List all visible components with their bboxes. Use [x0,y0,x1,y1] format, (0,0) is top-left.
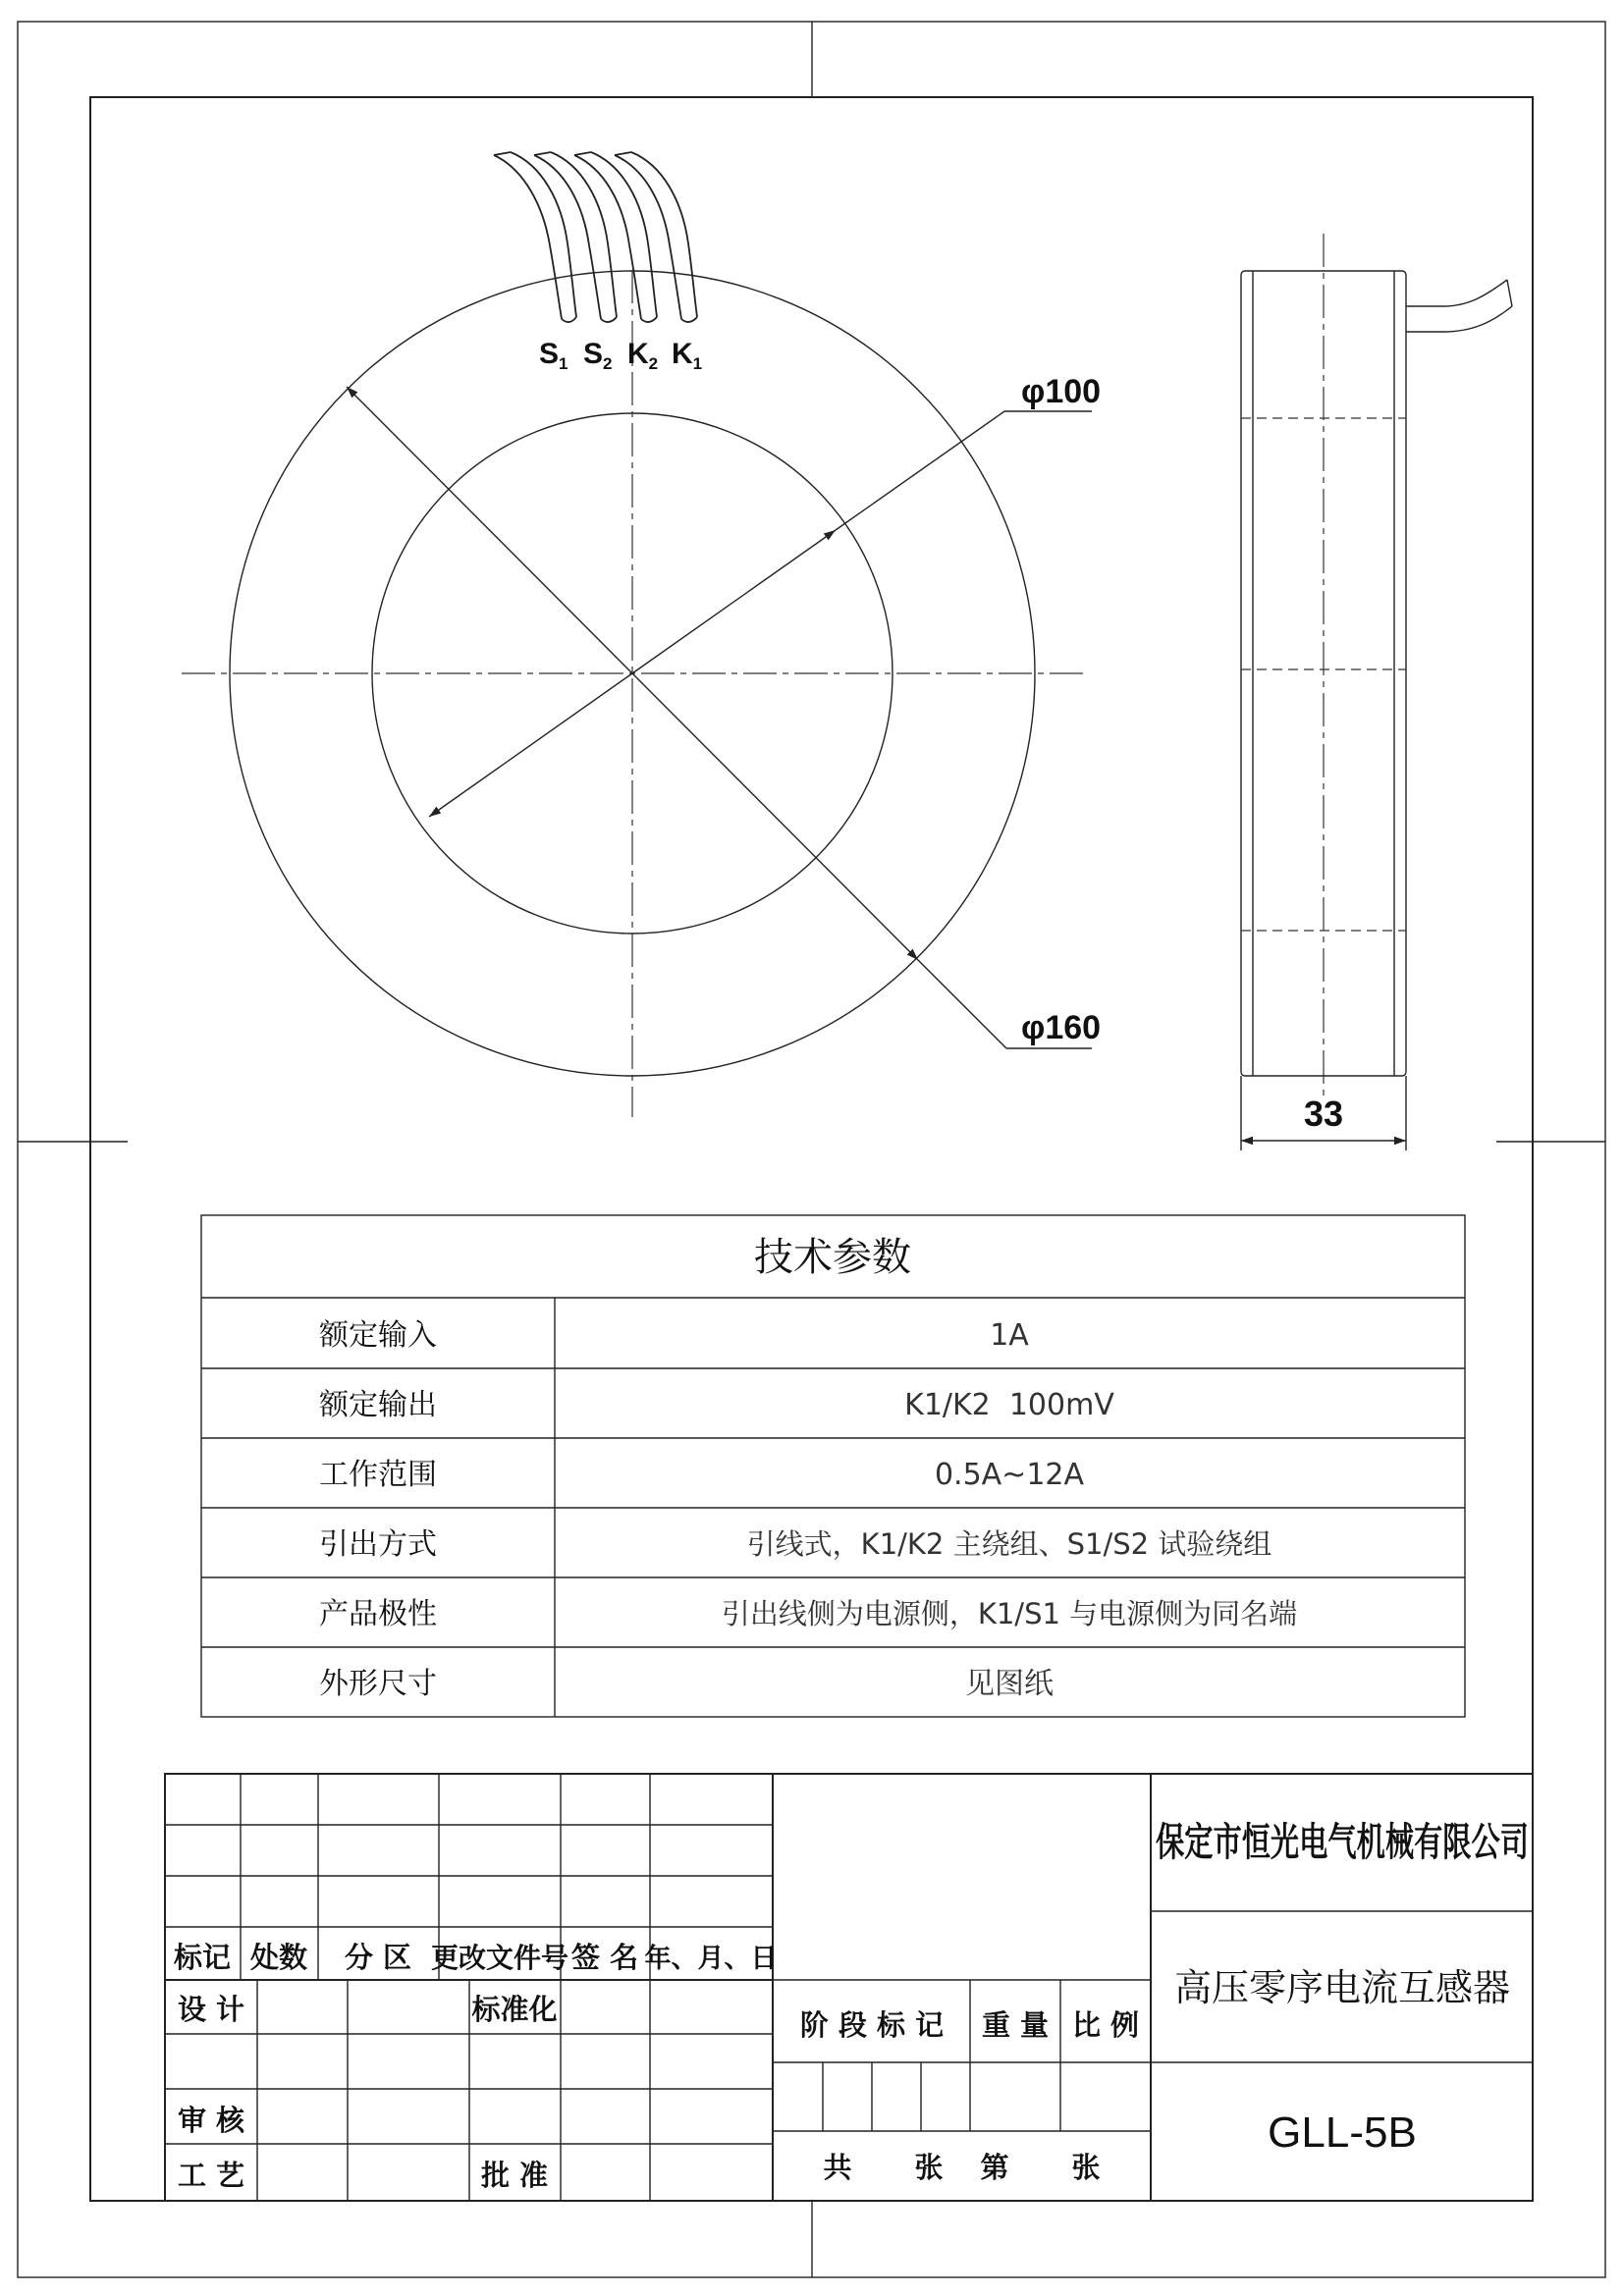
company-name: 保定市恒光电气机械有限公司 [1156,1820,1529,1865]
title-block [165,1774,1533,2201]
dim-width-label: 33 [1303,1094,1344,1134]
terminal-k2: $K_2$ [627,338,659,373]
terminal-labels [539,338,702,373]
rev-header-sign: 签 名 [570,1941,639,1974]
spec-value-polarity: 引出线侧为电源侧，K1/S1 与电源侧为同名端 [721,1597,1298,1630]
rev-header-mark: 标记 [173,1941,232,1974]
spec-table-title: 技术参数 [754,1235,911,1280]
label-sheet-unit-2: 张 [1071,2151,1101,2184]
label-design: 设 计 [177,1993,245,2026]
spec-table [201,1215,1465,1717]
label-sheet-unit-1: 张 [914,2151,944,2184]
label-process: 工 艺 [177,2159,245,2192]
spec-label-working-range: 工作范围 [319,1458,437,1492]
label-scale: 比 例 [1071,2008,1140,2042]
approval-block [165,1980,773,2201]
spec-value-rated-output: K1/K2 100mV [904,1388,1114,1422]
model-number: GLL-5B [1268,2109,1417,2157]
terminal-s1: $S_1$ [539,338,568,373]
spec-value-working-range: 0.5A~12A [934,1458,1085,1492]
rev-header-change-doc: 更改文件号 [430,1942,569,1974]
side-lead-wire [1406,280,1507,306]
front-view [182,152,1101,1117]
rev-header-date: 年、月、日 [644,1944,778,1974]
center-marks [18,22,1605,2277]
dimension-outer-diameter [347,387,1101,1048]
spec-value-lead-type: 引线式，K1/K2 主绕组、S1/S2 试验绕组 [746,1527,1272,1561]
label-approve: 批 准 [480,2159,549,2192]
terminal-k1: $K_1$ [672,338,703,373]
dim-inner-label: φ100 [1021,373,1102,410]
spec-label-rated-output: 额定输出 [319,1388,437,1422]
side-view [1241,234,1512,1150]
label-stage-mark: 阶 段 标 记 [799,2008,945,2042]
spec-label-rated-input: 额定输入 [319,1318,437,1353]
stage-block [773,1980,1151,2184]
label-weight: 重 量 [981,2008,1050,2042]
terminal-s2: $S_2$ [583,338,613,373]
dimension-inner-diameter [429,373,1101,817]
rev-header-count: 处数 [249,1941,308,1974]
dim-outer-label: φ160 [1021,1009,1102,1046]
label-standardization: 标准化 [471,1993,558,2026]
company-block [1151,1774,1533,2201]
lead-wires [494,152,697,322]
spec-label-dimensions: 外形尺寸 [319,1667,437,1701]
inner-frame [90,97,1533,2201]
spec-value-dimensions: 见图纸 [965,1667,1054,1701]
label-sheet-total: 共 [823,2151,852,2184]
product-name: 高压零序电流互感器 [1173,1966,1511,2009]
rev-header-zone: 分 区 [344,1941,412,1974]
spec-label-lead-type: 引出方式 [319,1527,437,1562]
spec-label-polarity: 产品极性 [319,1597,437,1631]
label-review: 审 核 [177,2104,245,2137]
label-sheet-no: 第 [980,2151,1009,2184]
spec-value-rated-input: 1A [990,1318,1029,1353]
outer-border [18,22,1605,2277]
